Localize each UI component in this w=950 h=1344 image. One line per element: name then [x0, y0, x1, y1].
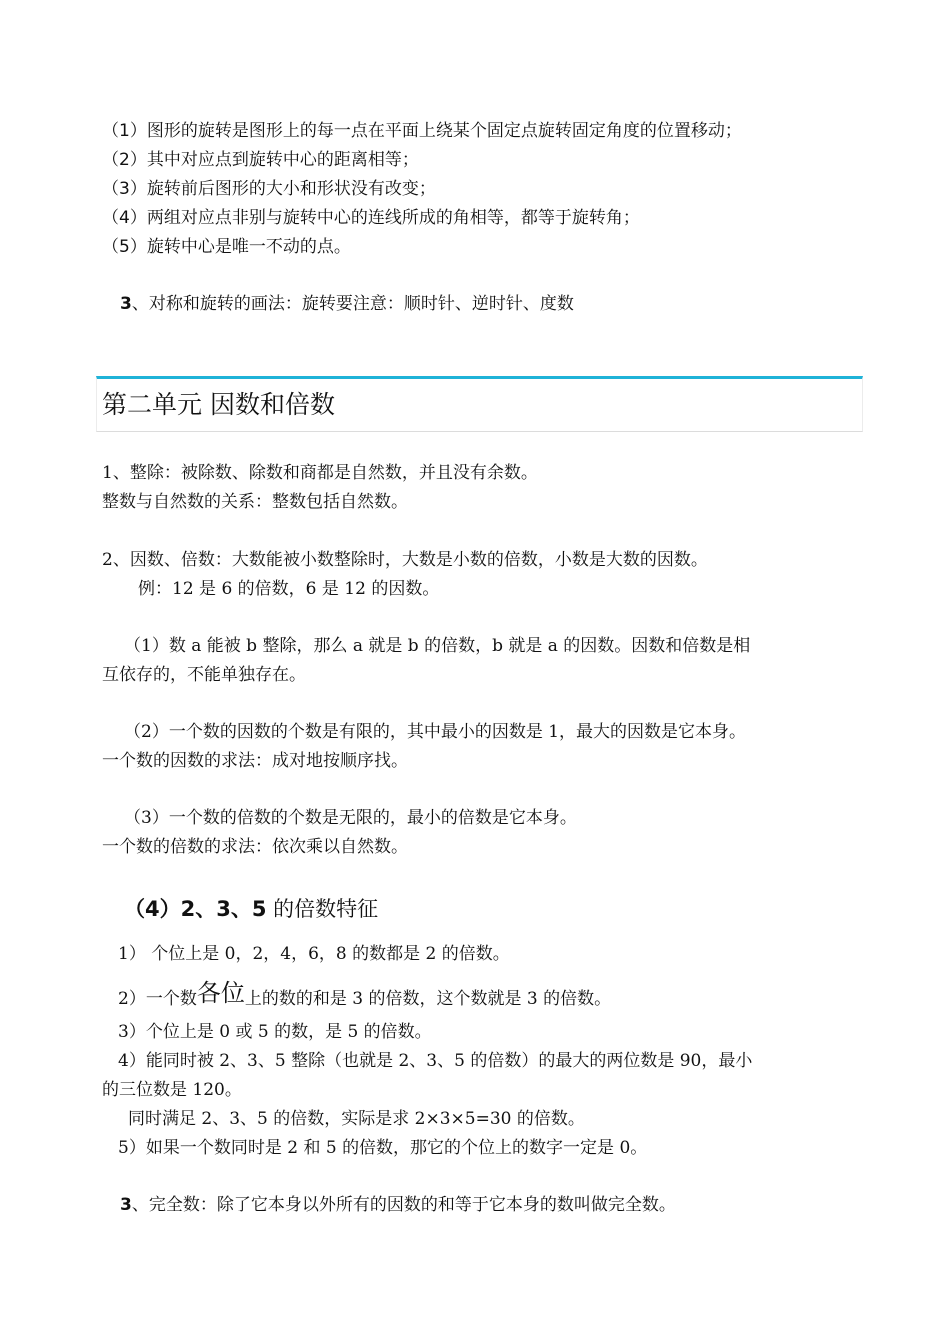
factor-example: 例：12 是 6 的倍数，6 是 12 的因数。: [138, 579, 440, 599]
feature-3: 2）一个数各位上的数的和是 3 的倍数，这个数就是 3 的倍数。: [118, 979, 612, 1009]
feature-2: 1） 个位上是 0，2，4，6，8 的数都是 2 的倍数。: [118, 944, 510, 964]
item1-line-a: （1）数 a 能被 b 整除，那么 a 就是 b 的倍数，b 就是 a 的因数。因数和倍数是相: [124, 636, 751, 656]
item3-line-a: （3）一个数的倍数的个数是无限的，最小的倍数是它本身。: [124, 808, 577, 828]
rotation-point-5: （5）旋转中心是唯一不动的点。: [102, 237, 351, 257]
item1-line-b: 互依存的，不能单独存在。: [102, 665, 306, 685]
item3-line-b: 一个数的倍数的求法：依次乘以自然数。: [102, 837, 408, 857]
drawing-method-line: 3、对称和旋转的画法：旋转要注意：顺时针、逆时针、度数: [120, 294, 574, 314]
rotation-point-1: （1）图形的旋转是图形上的每一点在平面上绕某个固定点旋转固定角度的位置移动；: [102, 121, 742, 141]
rotation-point-2: （2）其中对应点到旋转中心的距离相等；: [102, 150, 419, 170]
divide-definition: 1、整除：被除数、除数和商都是自然数，并且没有余数。: [102, 463, 538, 483]
rotation-point-4: （4）两组对应点非别与旋转中心的连线所成的角相等，都等于旋转角；: [102, 208, 640, 228]
perfect-number-definition: 3、完全数：除了它本身以外所有的因数的和等于它本身的数叫做完全数。: [120, 1195, 676, 1215]
item2-line-b: 一个数的因数的求法：成对地按顺序找。: [102, 751, 408, 771]
feature-235-line-b: 的三位数是 120。: [102, 1080, 242, 1100]
feature-5: 3）个位上是 0 或 5 的数，是 5 的倍数。: [118, 1022, 432, 1042]
unit2-heading: [96, 376, 863, 432]
feature-2-and-5: 5）如果一个数同时是 2 和 5 的倍数，那它的个位上的数字一定是 0。: [118, 1138, 648, 1158]
rotation-point-3: （3）旋转前后图形的大小和形状没有改变；: [102, 179, 436, 199]
feature-235-line-c: 同时满足 2、3、5 的倍数，实际是求 2×3×5=30 的倍数。: [128, 1109, 585, 1129]
item4-heading: （4）2、3、5 的倍数特征: [124, 897, 379, 921]
item2-line-a: （2）一个数的因数的个数是有限的，其中最小的因数是 1，最大的因数是它本身。: [124, 722, 747, 742]
integer-relation: 整数与自然数的关系：整数包括自然数。: [102, 492, 408, 512]
unit2-title: 第二单元 因数和倍数: [102, 390, 335, 419]
factor-multiple-definition: 2、因数、倍数：大数能被小数整除时，大数是小数的倍数，小数是大数的因数。: [102, 550, 708, 570]
feature-235-line-a: 4）能同时被 2、3、5 整除（也就是 2、3、5 的倍数）的最大的两位数是 90，最小: [118, 1051, 753, 1071]
